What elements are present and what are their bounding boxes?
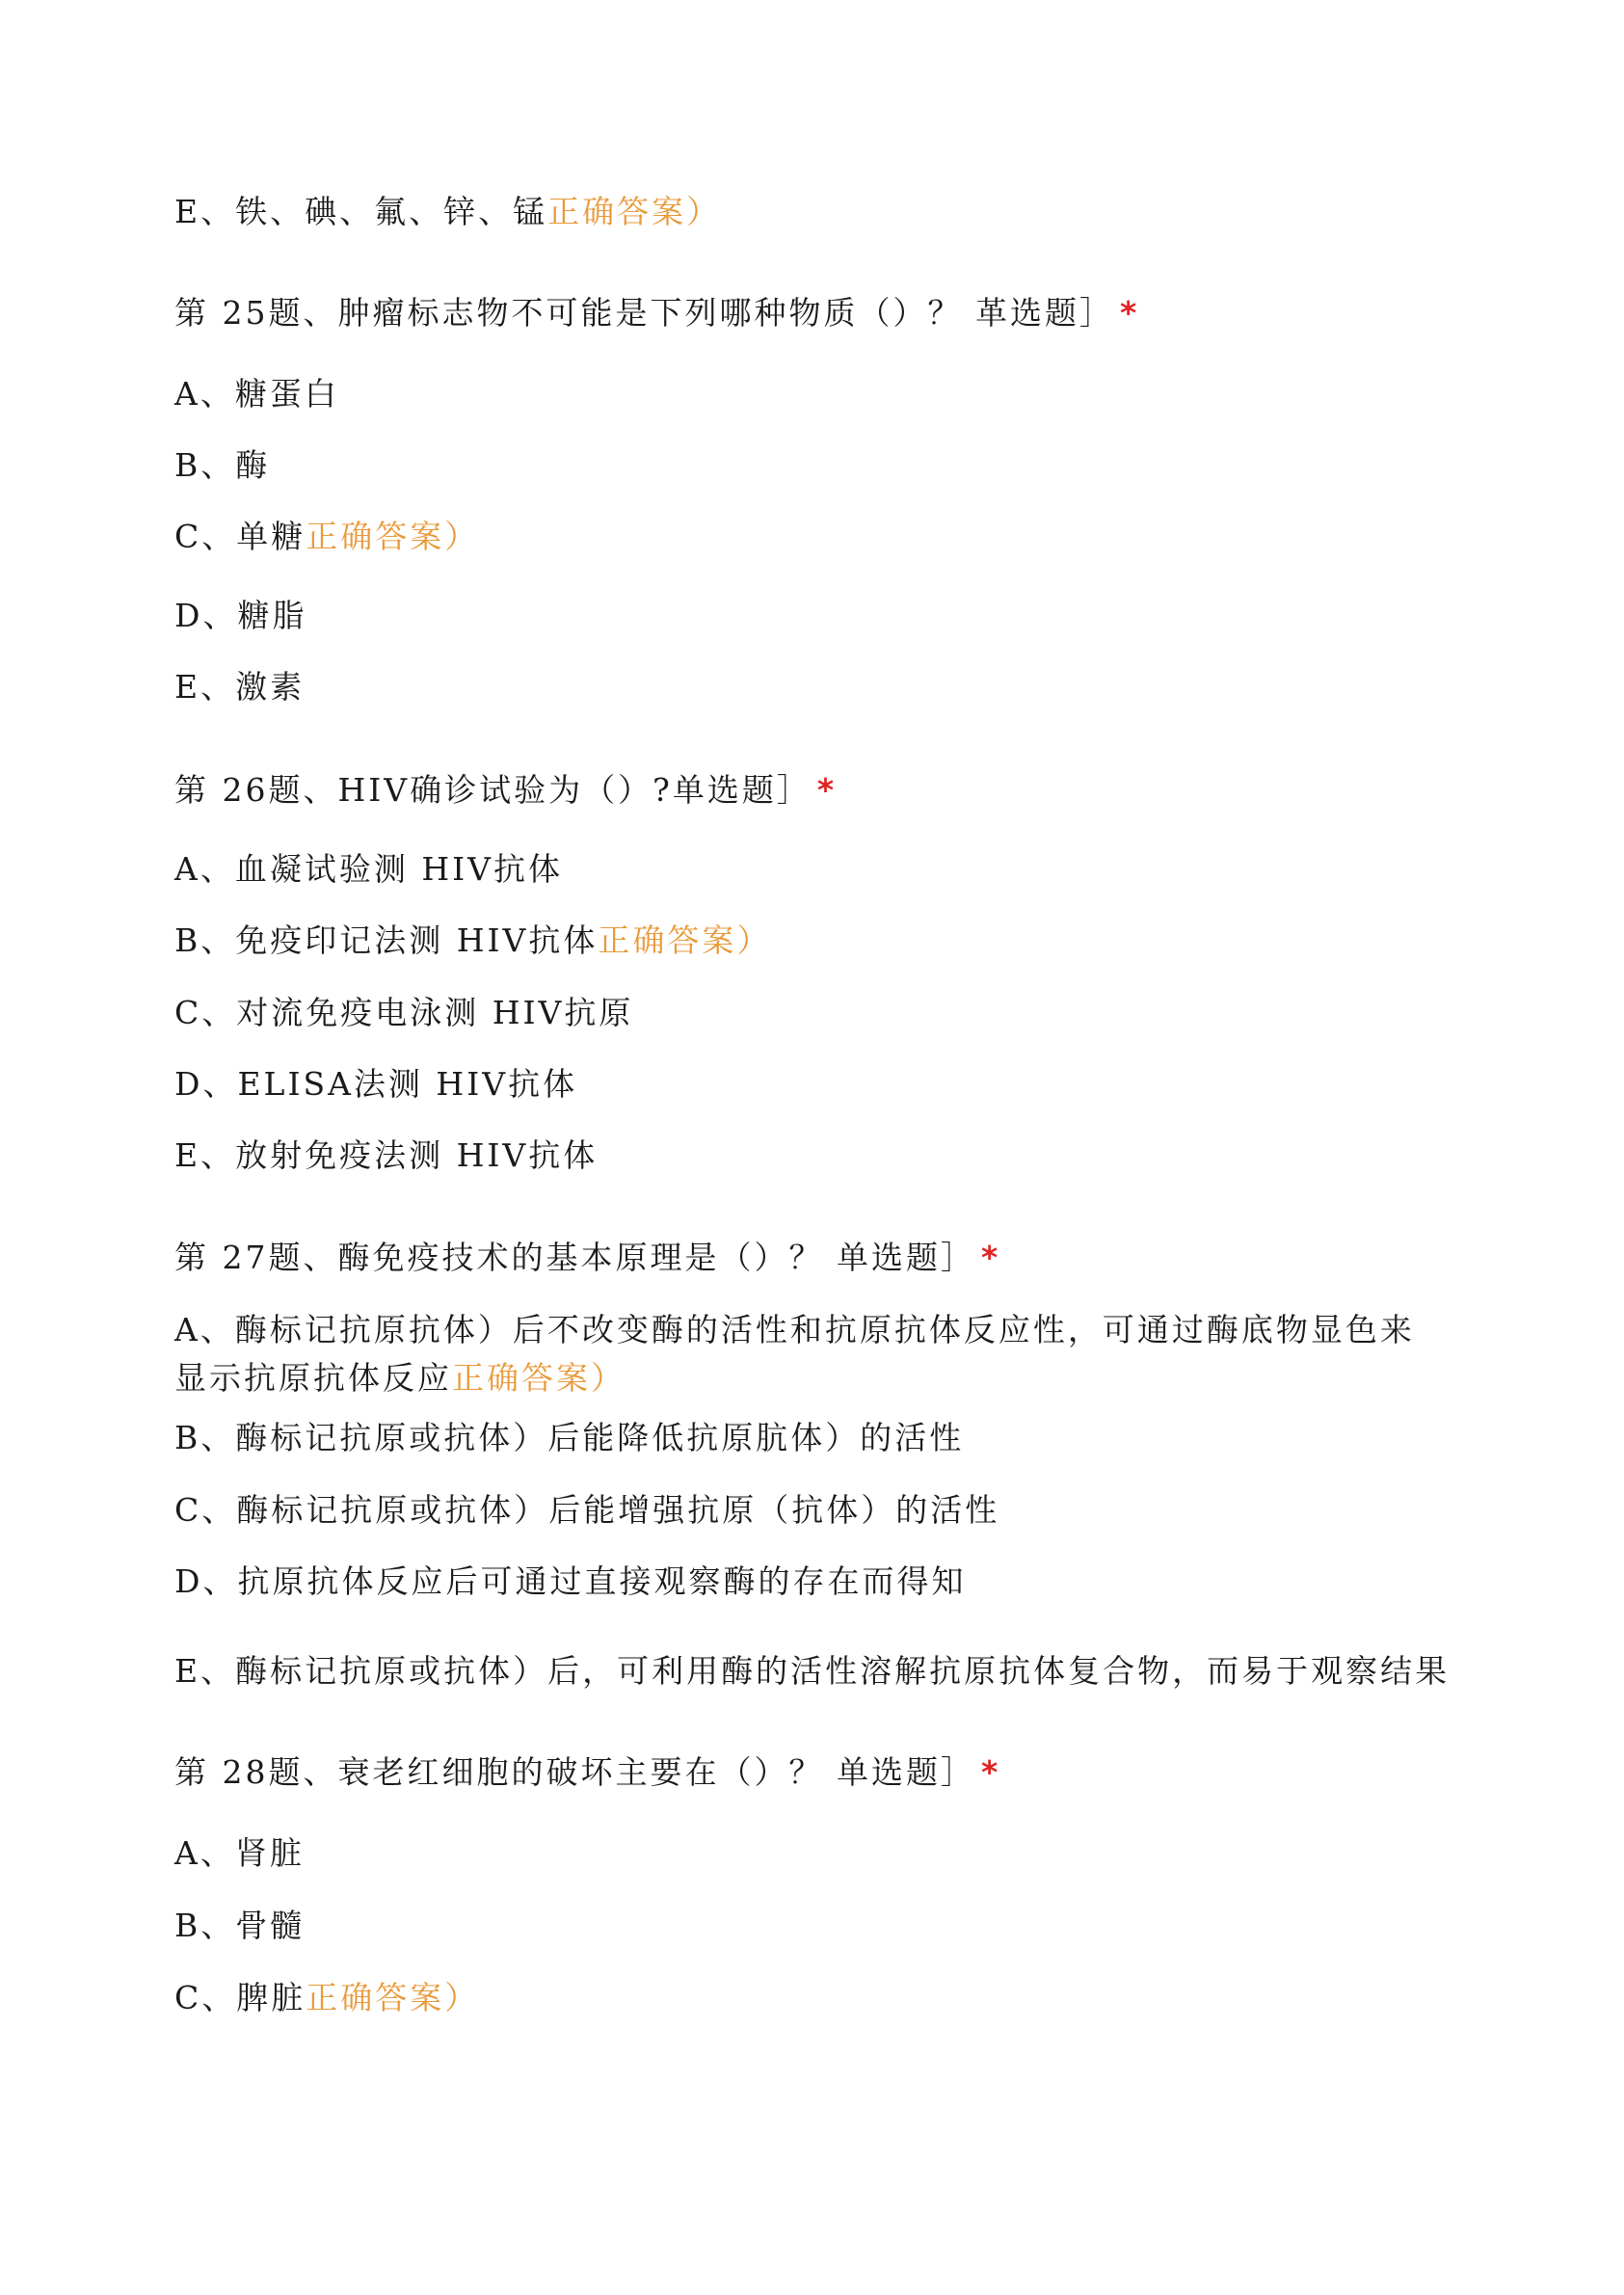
question-28-option-c[interactable]: C、脾脏正确答案）	[174, 1979, 480, 2016]
required-asterisk: *	[1119, 294, 1140, 332]
question-25-option-c[interactable]: C、单糖正确答案）	[174, 518, 480, 555]
question-27-option-b[interactable]: B、酶标记抗原或抗体）后能降低抗原肮体）的活性	[174, 1419, 965, 1456]
required-asterisk: *	[816, 771, 838, 809]
question-26-option-a[interactable]: A、血凝试验测 HIV抗体	[174, 850, 563, 888]
required-asterisk: *	[980, 1239, 1001, 1276]
question-26-option-e[interactable]: E、放射免疫法测 HIV抗体	[174, 1136, 599, 1174]
question-25-option-d[interactable]: D、糖脂	[174, 597, 307, 634]
question-27-option-e[interactable]: E、酶标记抗原或抗体）后，可利用酶的活性溶解抗原抗体复合物，而易于观察结果	[174, 1652, 1451, 1690]
question-26-option-b[interactable]: B、免疫印记法测 HIV抗体正确答案）	[174, 921, 772, 959]
required-asterisk: *	[980, 1753, 1001, 1791]
question-25-option-e[interactable]: E、激素	[174, 668, 306, 706]
question-28-option-b[interactable]: B、骨髓	[174, 1907, 306, 1944]
question-28-title: 第 28题、衰老红细胞的破坏主要在（）？ 单选题］ *	[174, 1753, 1001, 1791]
question-28-option-a[interactable]: A、肾脏	[174, 1834, 305, 1872]
question-27-title: 第 27题、酶免疫技术的基本原理是（）？ 单选题］ *	[174, 1239, 1001, 1276]
correct-answer-marker: 正确答案）	[452, 1359, 626, 1397]
question-25-option-a[interactable]: A、糖蛋白	[174, 375, 339, 413]
question-25-title: 第 25题、肿瘤标志物不可能是下列哪种物质（）？ 革选题］ *	[174, 294, 1140, 332]
question-26-option-d[interactable]: D、ELISA法测 HIV抗体	[174, 1065, 578, 1103]
correct-answer-marker: 正确答案）	[547, 193, 722, 230]
question-27-option-c[interactable]: C、酶标记抗原或抗体）后能增强抗原（抗体）的活性	[174, 1491, 1000, 1529]
question-26-option-c[interactable]: C、对流免疫电泳测 HIV抗原	[174, 994, 634, 1031]
question-25-option-b[interactable]: B、酶	[174, 446, 271, 484]
question-27-option-d[interactable]: D、抗原抗体反应后可通过直接观察酶的存在而得知	[174, 1562, 967, 1600]
prev-question-option-e[interactable]: E、铁、碘、氟、锌、锰正确答案）	[174, 193, 722, 230]
question-26-title: 第 26题、HIV确诊试验为（）?单选题］ *	[174, 771, 838, 809]
correct-answer-marker: 正确答案）	[306, 1979, 480, 2016]
question-27-option-a[interactable]: A、酶标记抗原抗体）后不改变酶的活性和抗原抗体反应性，可通过酶底物显色来显示抗原抗体反应正确答案）	[174, 1311, 1415, 1397]
correct-answer-marker: 正确答案）	[598, 921, 772, 959]
correct-answer-marker: 正确答案）	[306, 518, 480, 555]
